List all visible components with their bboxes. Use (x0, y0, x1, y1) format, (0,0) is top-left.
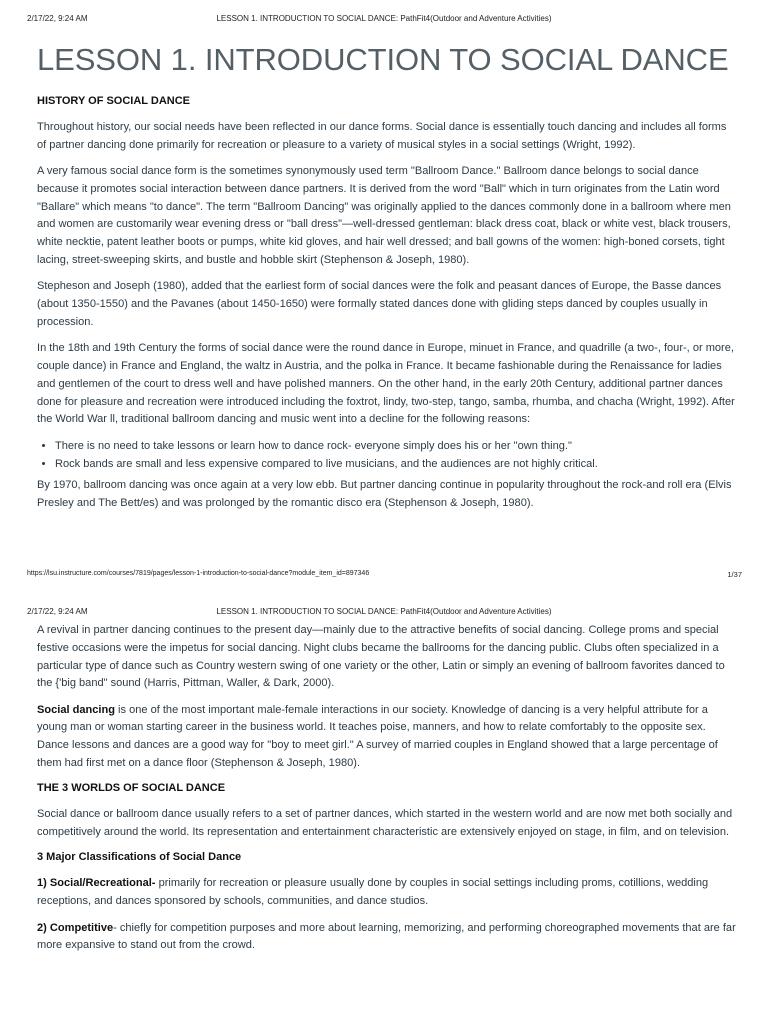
bullet-list (37, 438, 737, 474)
print-title: LESSON 1. INTRODUCTION TO SOCIAL DANCE: PathFit4(Outdoor and Adventure Activities) (216, 607, 552, 616)
paragraph: In the 18th and 19th Century the forms of social dance were the round dance in Europe, minuet in France, and quadrille (a two-, four-, or more, couple dance) in France and England, the waltz in Austria, and the polka in France. It became fashionable during the Renaissance for ladies and gentlemen of the court to dress well and have polished manners. On the other hand, in the early 20th Century, additional partner dances done for pleasure and recreation were introduced including the foxtrot, lindy, two-step, tango, samba, rhumba, and chacha (Wright, 1992). After the World War ll, traditional ballroom dancing and music went into a decline for the following reasons: (37, 342, 735, 426)
classification-item (37, 920, 737, 956)
print-date: 2/17/22, 9:24 AM (27, 607, 88, 616)
bold-term: 1) Social/Recreational- (37, 877, 156, 890)
section-heading-worlds: THE 3 WORLDS OF SOCIAL DANCE (37, 782, 226, 795)
classification-item (37, 875, 737, 911)
paragraph-text: is one of the most important male-female interactions in our society. Knowledge of dancing is a very helpful attribute for a young man or woman starting career in the business world. It teaches poise, manners, and how to relate comfortably to the opposite sex. Dance lessons and dances are a good way for "boy to meet girl." A survey of married couples in England showed that a large percentage of them had first met on a dance floor (Stephenson & Joseph, 1980). (37, 703, 718, 770)
paragraph: Social dance or ballroom dance usually refers to a set of partner dances, which started in the western world and are now met both socially and competitively around the world. Its representation and entertainment characteristic are extensively enjoyed on stage, in film, and on television. (37, 808, 733, 839)
paragraph: Stepheson and Joseph (1980), added that the earliest form of social dances were the folk and peasant dances of Europe, the Basse dances (about 1350-1550) and the Pavanes (about 1450-1650) were formally stated dances done with gliding steps danced by couples usually in procession. (37, 280, 722, 328)
page-url[interactable]: https://lsu.instructure.com/courses/7819/pages/lesson-1-introduction-to-social-dance?module_item_id=897346 (27, 570, 370, 577)
page-2-content (37, 622, 737, 964)
paragraph-text: - chiefly for competition purposes and more about learning, memorizing, and performing choreographed movements that are far more expansive to stand out from the crowd. (37, 921, 736, 952)
paragraph: A revival in partner dancing continues to the present day—mainly due to the attractive benefits of social dancing. College proms and special festive occasions were the impetus for social dancing. Night clubs became the ballrooms for the dancing public. Clubs often specialized in a particular type of dance such as Country western swing of one variety or the other, Latin or simply an evening of ballroom favorites danced to the {'big band" sound (Harris, Pittman, Waller, & Dark, 2000). (37, 624, 725, 690)
bold-term: Social dancing (37, 703, 115, 716)
paragraph: A very famous social dance form is the sometimes synonymously used term "Ballroom Dance." Ballroom dance belongs to social dance because it promotes social interaction between dance partners. It is derived from the word "Ball" which in turn originates from the Latin word "Ballare" which means "to dance". The term "Ballroom Dancing" was originally applied to the dances commonly done in a ballroom where men and women are customarily wear evening dress or "ball dress"—well-dressed gentleman: black dress coat, black or white vest, black trousers, white necktie, patent leather boots or pumps, white kid gloves, and hair well dressed; and ball gowns of the women: high-boned corsets, tight lacing, street-sweeping skirts, and bustle and hobble skirt (Stephenson & Joseph, 1980). (37, 165, 731, 267)
paragraph: Throughout history, our social needs have been reflected in our dance forms. Social dance is essentially touch dancing and includes all forms of partner dancing done primarily for recreation or pleasure to a variety of musical styles in a social settings (Wright, 1992). (37, 121, 727, 151)
page-title: LESSON 1. INTRODUCTION TO SOCIAL DANCE (37, 42, 729, 77)
print-title: LESSON 1. INTRODUCTION TO SOCIAL DANCE: PathFit4(Outdoor and Adventure Activities) (216, 14, 552, 23)
paragraph: By 1970, ballroom dancing was once again at a very low ebb. But partner dancing continue in popularity throughout the rock-and roll era (Elvis Presley and The Bett/es) and was prolonged by the romantic disco era (Stephenson & Joseph, 1980). (37, 479, 732, 510)
page-header (0, 14, 768, 28)
paragraph (37, 702, 737, 773)
print-date: 2/17/22, 9:24 AM (27, 14, 88, 23)
list-item: • There is no need to take lessons or learn how to dance rock- everyone simply does his or her "own thing." (55, 438, 737, 456)
list-item: • Rock bands are small and less expensive compared to live musicians, and the audiences are not highly critical. (55, 456, 737, 474)
page-number: 1/37 (727, 570, 742, 579)
paragraph-text: primarily for recreation or pleasure usually done by couples in social settings including proms, cotillions, wedding receptions, and dances sponsored by schools, communities, and dance studios. (37, 877, 709, 908)
section-heading-history: HISTORY OF SOCIAL DANCE (37, 95, 191, 107)
page-1-content (37, 38, 737, 521)
page-footer (0, 570, 768, 584)
section-heading-classifications: 3 Major Classifications of Social Dance (37, 851, 242, 864)
bold-term: 2) Competitive (37, 921, 114, 934)
page-header (0, 607, 768, 621)
